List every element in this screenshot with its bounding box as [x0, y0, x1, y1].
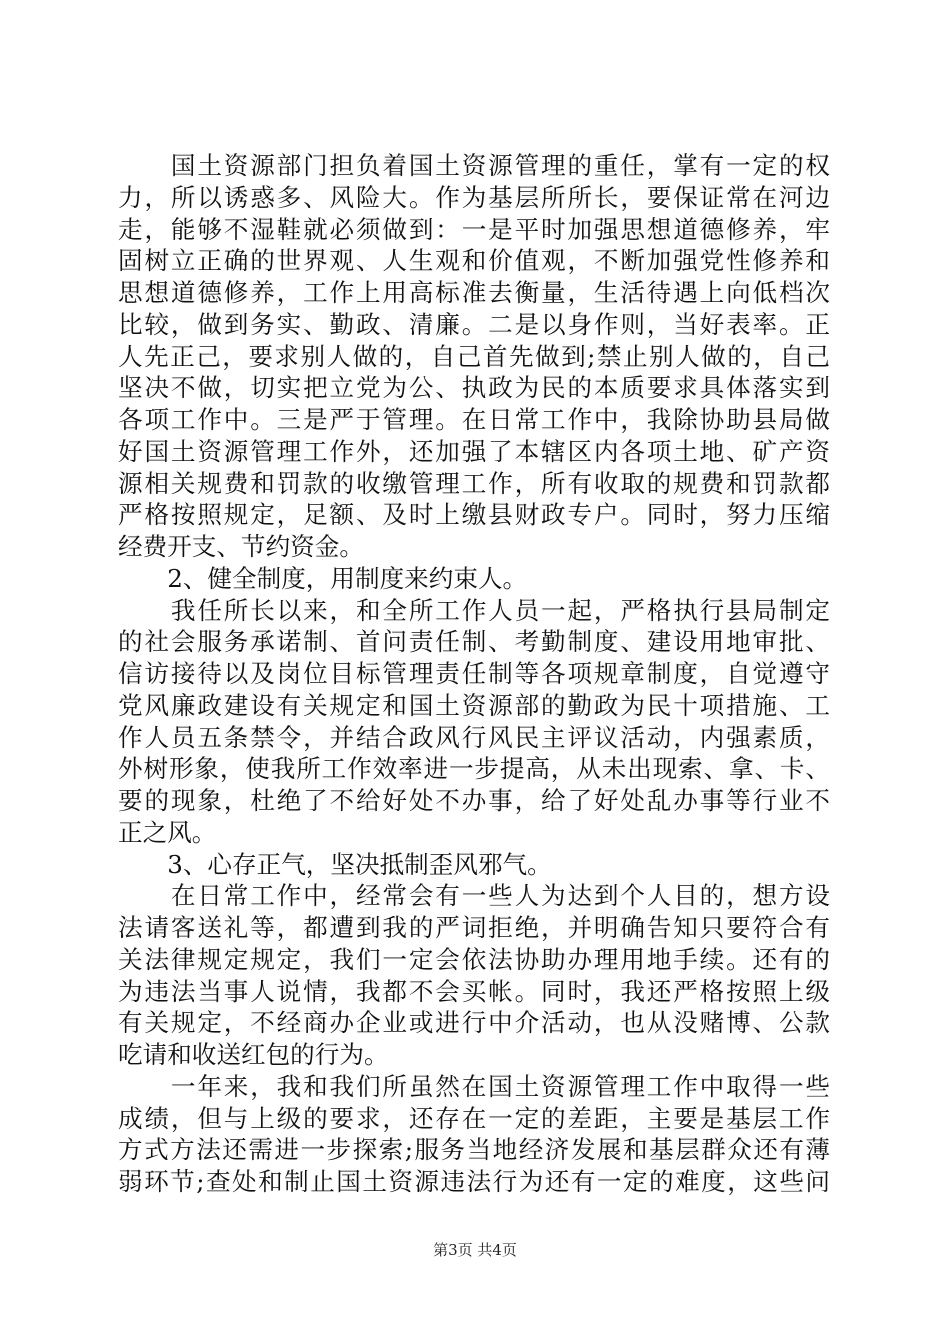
text-line: 比较，做到务实、勤政、清廉。二是以身作则，当好表率。正: [118, 309, 830, 339]
text-line: 各项工作中。三是严于管理。在日常工作中，我除协助县局做: [118, 405, 830, 434]
section-heading-line: 2、健全制度，用制度来约束人。: [118, 563, 528, 593]
text-line: 走，能够不湿鞋就必须做到：一是平时加强思想道德修养，牢: [118, 214, 830, 244]
text-line: 有关规定，不经商办企业或进行中介活动，也从没赌博、公款: [118, 1008, 830, 1038]
document-body: [118, 150, 830, 1198]
text-line: 好国土资源管理工作外，还加强了本辖区内各项土地、矿产资: [118, 436, 830, 466]
text-line: 党风廉政建设有关规定和国土资源部的勤政为民十项措施、工: [118, 690, 830, 720]
text-line: 成绩，但与上级的要求，还存在一定的差距，主要是基层工作: [118, 1103, 830, 1133]
text-line: 信访接待以及岗位目标管理责任制等各项规章制度，自觉遵守: [118, 659, 830, 688]
text-line: 为违法当事人说情，我都不会买帐。同时，我还严格按照上级: [118, 976, 830, 1006]
text-line: 的社会服务承诺制、首问责任制、考勤制度、建设用地审批、: [118, 627, 830, 657]
text-line: 作人员五条禁令，并结合政风行风民主评议活动，内强素质，: [118, 722, 830, 752]
text-line: 在日常工作中，经常会有一些人为达到个人目的，想方设: [118, 881, 830, 911]
text-line: 正之风。: [118, 817, 217, 847]
text-line: 坚决不做，切实把立党为公、执政为民的本质要求具体落实到: [118, 373, 830, 403]
text-line: 关法律规定规定，我们一定会依法协助办理用地手续。还有的: [118, 944, 830, 974]
text-line: 国土资源部门担负着国土资源管理的重任，掌有一定的权: [118, 151, 830, 180]
page-footer: 第3页 共4页: [433, 1241, 517, 1259]
text-line: 外树形象，使我所工作效率进一步提高，从未出现索、拿、卡、: [118, 754, 830, 784]
text-line: 吃请和收送红包的行为。: [118, 1040, 389, 1069]
text-line: 经费开支、节约资金。: [118, 532, 364, 561]
text-line: 要的现象，杜绝了不给好处不办事，给了好处乱办事等行业不: [118, 786, 830, 815]
text-line: 人先正己，要求别人做的，自己首先做到;禁止别人做的，自己: [118, 341, 830, 371]
text-line: 法请客送礼等，都遭到我的严词拒绝，并明确告知只要符合有: [118, 913, 830, 942]
section-heading-line: 3、心存正气，坚决抵制歪风邪气。: [118, 849, 552, 879]
text-line: 方式方法还需进一步探索;服务当地经济发展和基层群众还有薄: [118, 1135, 830, 1165]
text-line: 弱环节;查处和制止国土资源违法行为还有一定的难度，这些问: [118, 1167, 830, 1196]
text-line: 严格按照规定，足额、及时上缴县财政专户。同时，努力压缩: [118, 500, 830, 530]
text-line: 我任所长以来，和全所工作人员一起，严格执行县局制定: [118, 595, 830, 625]
text-line: 思想道德修养，工作上用高标准去衡量，生活待遇上向低档次: [118, 278, 830, 307]
text-line: 一年来，我和我们所虽然在国土资源管理工作中取得一些: [118, 1071, 830, 1101]
text-line: 力，所以诱惑多、风险大。作为基层所所长，要保证常在河边: [118, 182, 830, 212]
text-line: 源相关规费和罚款的收缴管理工作，所有收取的规费和罚款都: [118, 468, 830, 498]
text-line: 固树立正确的世界观、人生观和价值观，不断加强党性修养和: [118, 246, 830, 276]
